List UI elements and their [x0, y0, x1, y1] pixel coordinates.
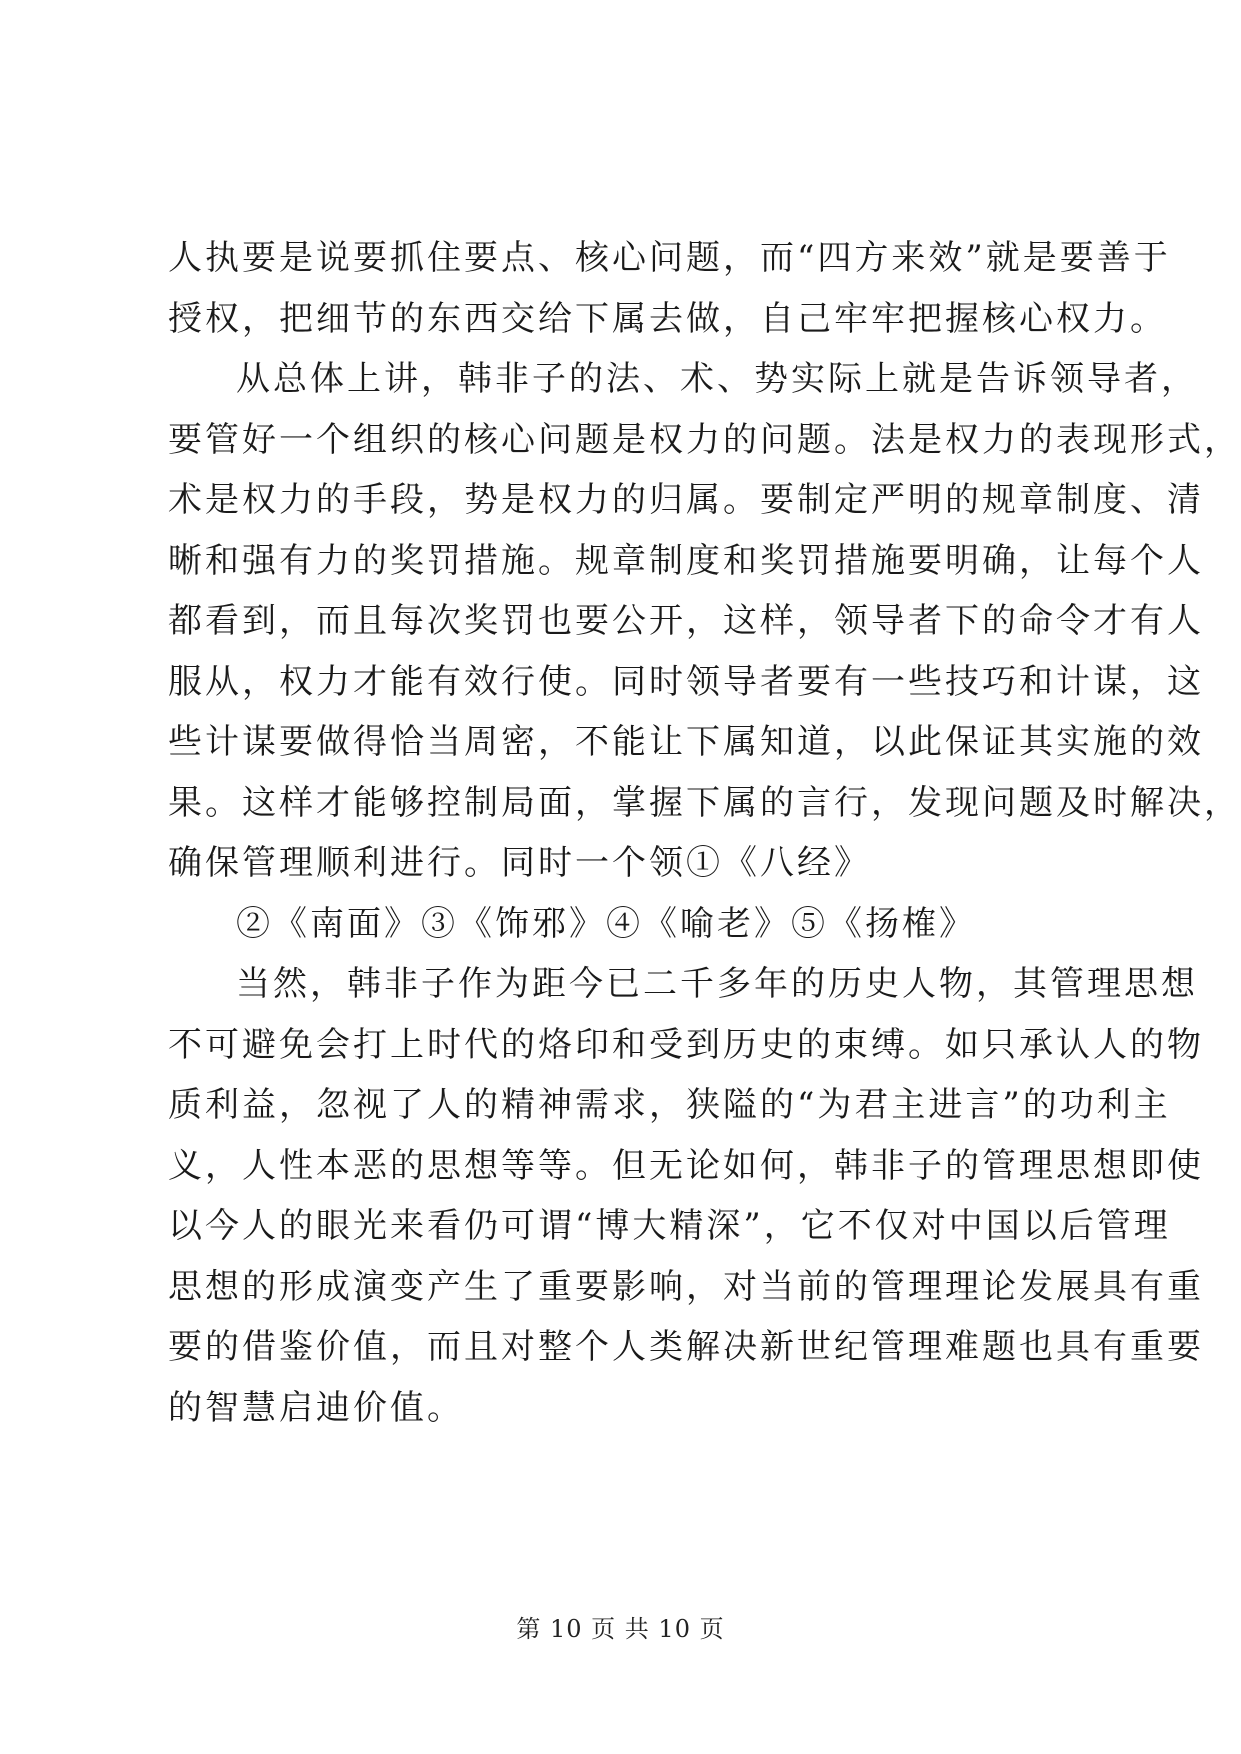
- paragraph-line: 确保管理顺利进行。同时一个领①《八经》: [168, 843, 871, 883]
- paragraph-line: 授权，把细节的东西交给下属去做，自己牢牢把握核心权力。: [168, 298, 1167, 339]
- paragraph-line: 人执要是说要抓住要点、核心问题，而“四方来效”就是要善于: [168, 238, 1171, 278]
- paragraph-3: [168, 894, 1088, 955]
- paragraph-line: 义，人性本恶的思想等等。但无论如何，韩非子的管理思想即使: [168, 1145, 1204, 1186]
- paragraph-line: 不可避免会打上时代的烙印和受到历史的束缚。如只承认人的物: [168, 1024, 1204, 1065]
- paragraph-line: 晰和强有力的奖罚措施。规章制度和奖罚措施要明确，让每个人: [168, 540, 1204, 581]
- paragraph-line: 些计谋要做得恰当周密，不能让下属知道，以此保证其实施的效: [168, 722, 1204, 762]
- paragraph-4: [168, 954, 1204, 1438]
- footnote-references: ②《南面》③《饰邪》④《喻老》⑤《扬榷》: [236, 903, 976, 944]
- paragraph-line: 当然，韩非子作为距今已二千多年的历史人物，其管理思想: [236, 964, 1198, 1004]
- paragraph-line: 果。这样才能够控制局面，掌握下属的言行，发现问题及时解决，: [168, 782, 1241, 823]
- page-number-footer: 第 10 页 共 10 页: [516, 1615, 725, 1643]
- paragraph-line: 从总体上讲，韩非子的法、术、势实际上就是告诉领导者，: [236, 359, 1198, 399]
- paragraph-1: [168, 228, 1171, 349]
- paragraph-line: 以今人的眼光来看仍可谓“博大精深”，它不仅对中国以后管理: [168, 1206, 1171, 1246]
- paragraph-line: 都看到，而且每次奖罚也要公开，这样，领导者下的命令才有人: [168, 601, 1204, 641]
- paragraph-line: 要的借鉴价值，而且对整个人类解决新世纪管理难题也具有重要: [168, 1327, 1204, 1367]
- paragraph-line: 质利益，忽视了人的精神需求，狭隘的“为君主进言”的功利主: [168, 1085, 1171, 1125]
- paragraph-2: [168, 349, 1241, 894]
- document-body: [168, 228, 1241, 1438]
- paragraph-line: 思想的形成演变产生了重要影响，对当前的管理理论发展具有重: [168, 1266, 1204, 1307]
- paragraph-line: 的智慧启迪价值。: [168, 1387, 464, 1428]
- paragraph-line: 术是权力的手段，势是权力的归属。要制定严明的规章制度、清: [168, 480, 1204, 520]
- paragraph-line: 要管好一个组织的核心问题是权力的问题。法是权力的表现形式，: [168, 419, 1241, 460]
- paragraph-line: 服从，权力才能有效行使。同时领导者要有一些技巧和计谋，这: [168, 661, 1204, 702]
